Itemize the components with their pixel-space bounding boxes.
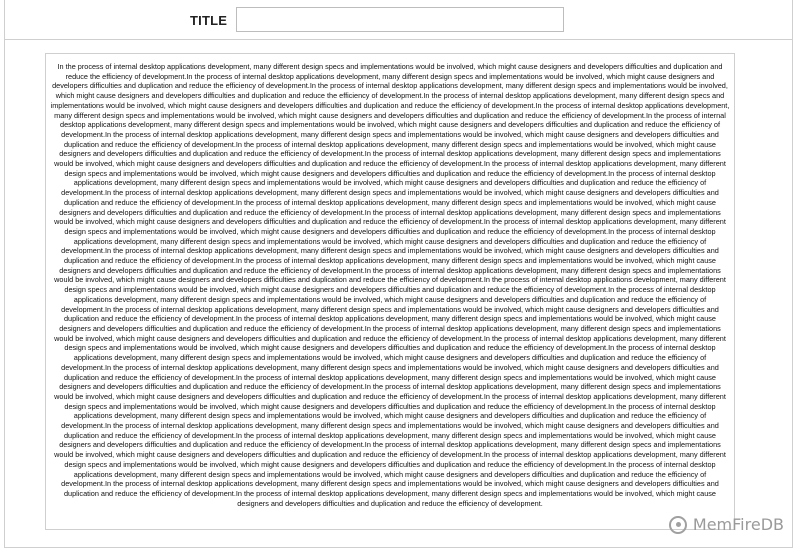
- editor-frame: [4, 0, 793, 548]
- title-label: TITLE: [190, 13, 228, 28]
- title-bar: [5, 0, 792, 40]
- body-text: In the process of internal desktop applications development, many different design specs and implementations would be involved, which might cause designers and developers difficulties and duplication and reduce the efficiency of development.In the process of internal desktop applications development, many different design specs and implementations would be involved, which might cause designers and developers difficulties and duplication and reduce the efficiency of development.In the process of internal desktop applications development, many different design specs and implementations would be involved, which might cause designers and developers difficulties and duplication and reduce the efficiency of development.In the process of internal desktop applications development, many different design specs and implementations would be involved, which might cause designers and developers difficulties and duplication and reduce the efficiency of development.In the process of internal desktop applications development, many different design specs and implementations would be involved, which might cause designers and developers difficulties and duplication and reduce the efficiency of development.In the process of internal desktop applications development, many different design specs and implementations would be involved, which might cause designers and developers difficulties and duplication and reduce the efficiency of development.In the process of internal desktop applications development, many different design specs and implementations would be involved, which might cause designers and developers difficulties and duplication and reduce the efficiency of development.In the process of internal desktop applications development, many different design specs and implementations would be involved, which might cause designers and developers difficulties and duplication and reduce the efficiency of development.In the process of internal desktop applications development, many different design specs and implementations would be involved, which might cause designers and developers difficulties and duplication and reduce the efficiency of development.In the process of internal desktop applications development, many different design specs and implementations would be involved, which might cause designers and developers difficulties and duplication and reduce the efficiency of development.In the process of internal desktop applications development, many different design specs and implementations would be involved, which might cause designers and developers difficulties and duplication and reduce the efficiency of development.In the process of internal desktop applications development, many different design specs and implementations would be involved, which might cause designers and developers difficulties and duplication and reduce the efficiency of development.In the process of internal desktop applications development, many different design specs and implementations would be involved, which might cause designers and developers difficulties and duplication and reduce the efficiency of development.In the process of internal desktop applications development, many different design specs and implementations would be involved, which might cause designers and developers difficulties and duplication and reduce the efficiency of development.In the process of internal desktop applications development, many different design specs and implementations would be involved, which might cause designers and developers difficulties and duplication and reduce the efficiency of development.In the process of internal desktop applications development, many different design specs and implementations would be involved, which might cause designers and developers difficulties and duplication and reduce the efficiency of development.In the process of internal desktop applications development, many different design specs and implementations would be involved, which might cause designers and developers difficulties and duplication and reduce the efficiency of development.In the process of internal desktop applications development, many different design specs and implementations would be involved, which might cause designers and developers difficulties and duplication and reduce the efficiency of development.In the process of internal desktop applications development, many different design specs and implementations would be involved, which might cause designers and developers difficulties and duplication and reduce the efficiency of development.In the process of internal desktop applications development, many different design specs and implementations would be involved, which might cause designers and developers difficulties and duplication and reduce the efficiency of development.In the process of internal desktop applications development, many different design specs and implementations would be involved, which might cause designers and developers difficulties and duplication and reduce the efficiency of development.In the process of internal desktop applications development, many different design specs and implementations would be involved, which might cause designers and developers difficulties and duplication and reduce the efficiency of development.In the process of internal desktop applications development, many different design specs and implementations would be involved, which might cause designers and developers difficulties and duplication and reduce the efficiency of development.In the process of internal desktop applications development, many different design specs and implementations would be involved, which might cause designers and developers difficulties and duplication and reduce the efficiency of development.In the process of internal desktop applications development, many different design specs and implementations would be involved, which might cause designers and developers difficulties and duplication and reduce the efficiency of development.In the process of internal desktop applications development, many different design specs and implementations would be involved, which might cause designers and developers difficulties and duplication and reduce the efficiency of development.In the process of internal desktop applications development, many different design specs and implementations would be involved, which might cause designers and developers difficulties and duplication and reduce the efficiency of development.In the process of internal desktop applications development, many different design specs and implementations would be involved, which might cause designers and developers difficulties and duplication and reduce the efficiency of development.In the process of internal desktop applications development, many different design specs and implementations would be involved, which might cause designers and developers difficulties and duplication and reduce the efficiency of development.In the process of internal desktop applications development, many different design specs and implementations would be involved, which might cause designers and developers difficulties and duplication and reduce the efficiency of development.In the process of internal desktop applications development, many different design specs and implementations would be involved, which might cause designers and developers difficulties and duplication and reduce the efficiency of development.In the process of internal desktop applications development, many different design specs and implementations would be involved, which might cause designers and developers difficulties and duplication and reduce the efficiency of development.In the process of internal desktop applications development, many different design specs and implementations would be involved, which might cause designers and developers difficulties and duplication and reduce the efficiency of development.In the process of internal desktop applications development, many different design specs and implementations would be involved, which might cause designers and developers difficulties and duplication and reduce the efficiency of development.In the process of internal desktop applications development, many different design specs and implementations would be involved, which might cause designers and developers difficulties and duplication and reduce the efficiency of development.In the process of internal desktop applications development, many different design specs and implementations would be involved, which might cause designers and developers difficulties and duplication and reduce the efficiency of development.In the process of internal desktop applications development, many different design specs and implementations would be involved, which might cause designers and developers difficulties and duplication and reduce the efficiency of development.In the process of internal desktop applications development, many different design specs and implementations would be involved, which might cause designers and developers difficulties and duplication and reduce the efficiency of development.: [50, 62, 730, 508]
- watermark-text: MemFireDB: [692, 515, 784, 534]
- content-area[interactable]: [45, 53, 735, 530]
- title-input[interactable]: [236, 7, 564, 32]
